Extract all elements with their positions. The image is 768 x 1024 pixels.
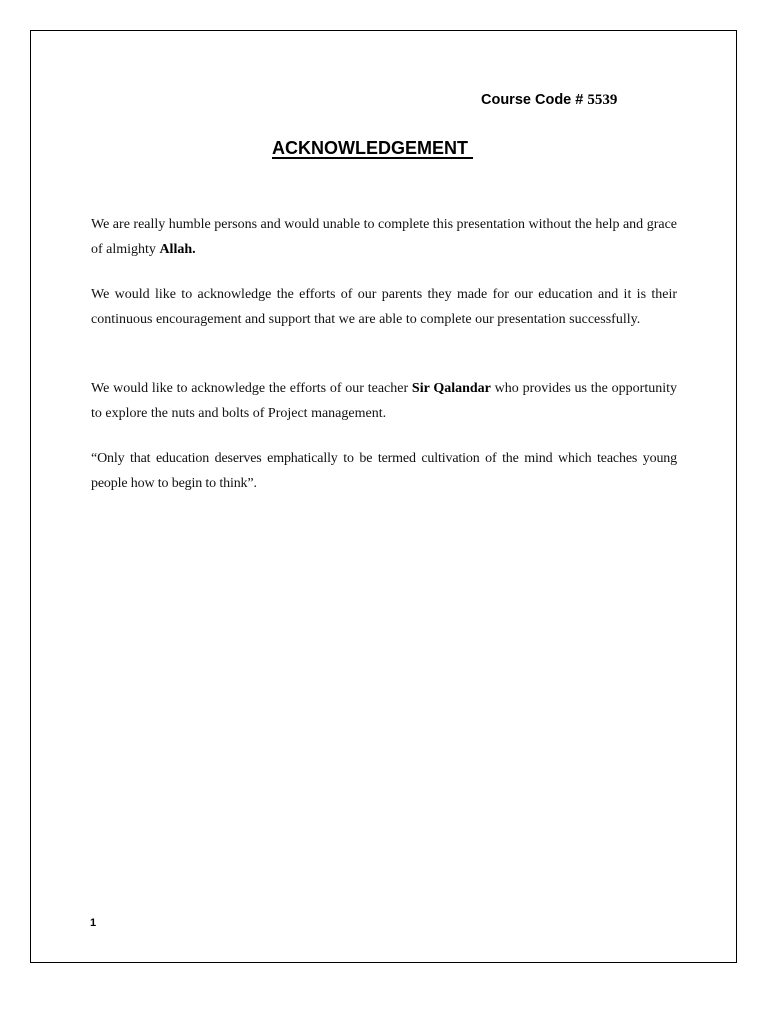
paragraph-text: who provides us the opportunity to explore the nuts and bolts of Project management. — [91, 381, 677, 421]
page-border — [30, 30, 737, 963]
paragraph-gratitude-allah — [91, 212, 677, 262]
paragraph-teacher — [91, 376, 677, 426]
paragraph-bold-text: Allah. — [159, 242, 196, 257]
paragraph-text: We would like to acknowledge the efforts of our teacher — [91, 381, 412, 396]
paragraph-parents: We would like to acknowledge the efforts of our parents they made for our education and it is their continuous encouragement and support that we are able to complete our presentation successfully. — [91, 287, 677, 327]
paragraph-text: We are really humble persons and would unable to complete this presentation without the help and grace of almighty — [91, 217, 677, 257]
teacher-name: Sir Qalandar — [411, 381, 491, 396]
page-title: ACKNOWLEDGEMENT — [272, 138, 473, 158]
course-code-number: 5539 — [587, 92, 618, 108]
paragraph-quote: “Only that education deserves emphatically to be termed cultivation of the mind which teaches young people how to begin to think”. — [91, 451, 677, 491]
course-code — [481, 90, 617, 110]
course-code-label: Course Code # — [481, 92, 588, 108]
page-number: 1 — [90, 917, 97, 929]
